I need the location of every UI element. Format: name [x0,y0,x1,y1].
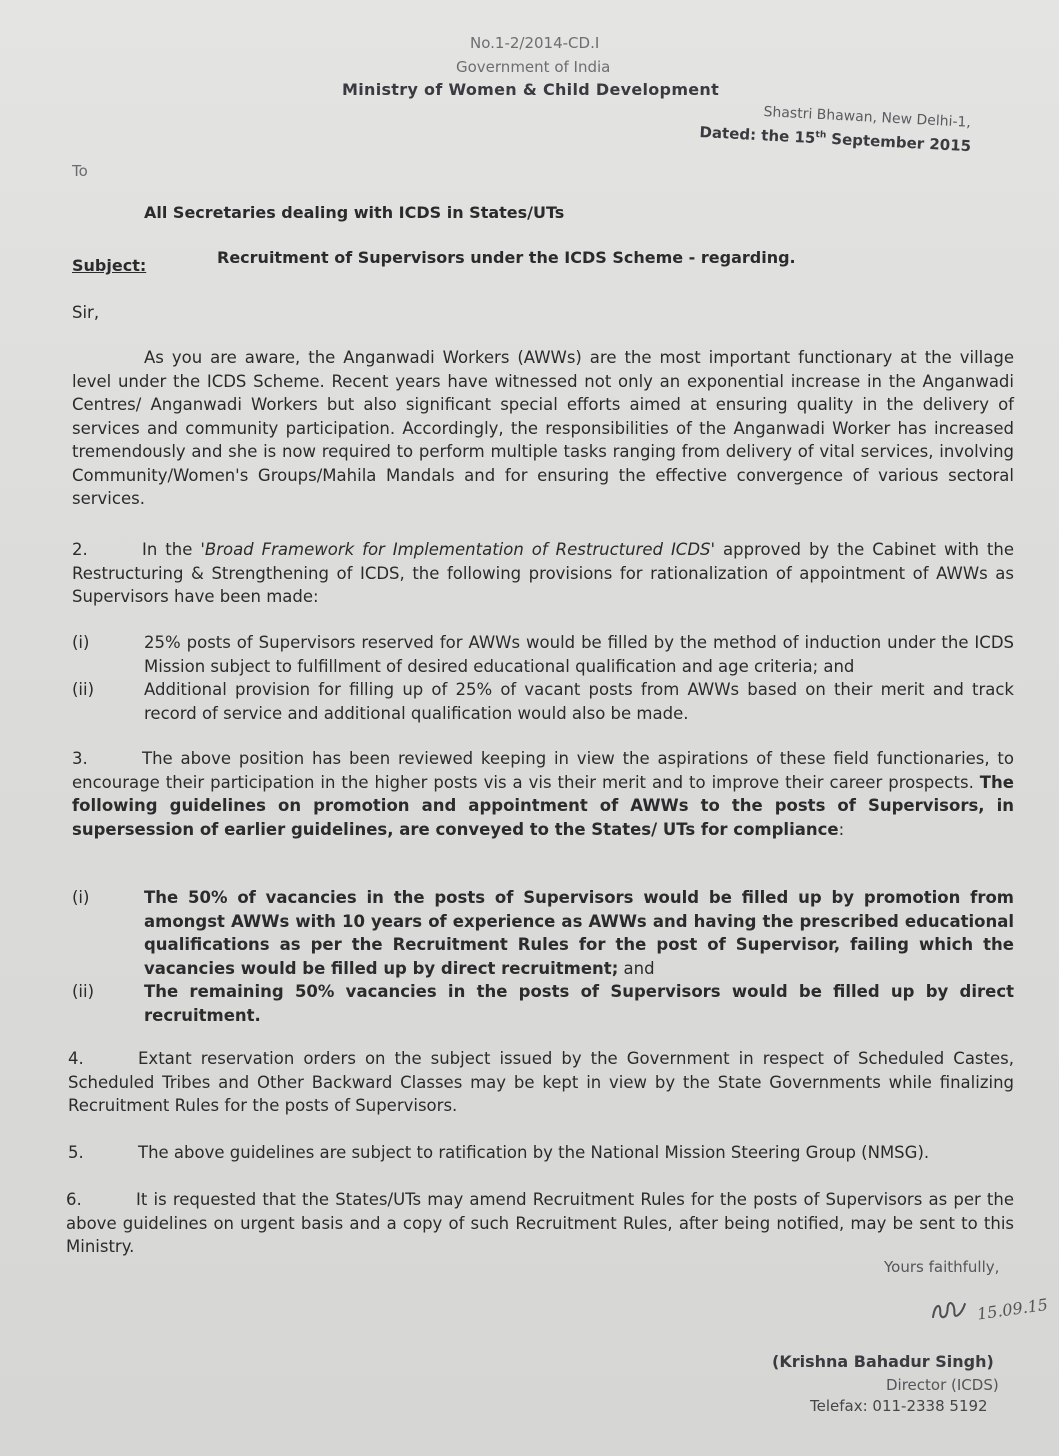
signatory-name: (Krishna Bahadur Singh) [772,1352,994,1371]
handwritten-signature: 15.09.15 [928,1284,1049,1331]
place-line: Shastri Bhawan, New Delhi-1, [763,104,972,131]
signatory-designation: Director (ICDS) [886,1376,999,1394]
paragraph-1: As you are aware, the Anganwadi Workers (AWWs) are the most important functionary at the village level under the ICDS Scheme. Recent years have witnessed not only an exponential increase in the Anganwadi Centres/ Anganwadi Workers but also significant special efforts aimed at ensuring quality in the delivery of services and community participation. Accordingly, the responsibilities of the Anganwadi Worker has increased tremendously and she is now required to perform multiple tasks ranging from delivery of vital services, involving Community/Women's Groups/Mahila Mandals and for ensuring the effective convergence of various sectoral services. [72,348,1014,508]
list-item: (i) The 50% of vacancies in the posts of Supervisors would be filled up by promotion from amongst AWWs with 10 years of experience as AWWs and having the prescribed educational qualifications as per the Recruitment Rules for the post of Supervisor, failing which the vacancies would be filled up by direct recruitment; and [72,888,1014,978]
closing: Yours faithfully, [884,1258,1000,1276]
subject-text: Recruitment of Supervisors under the ICDS Scheme - regarding. [217,248,796,267]
paragraph-4: 4. Extant reservation orders on the subject issued by the Government in respect of Scheduled Castes, Scheduled Tribes and Other Backward Classes may be kept in view by the State Governments while finalizing Recruitment Rules for the posts of Supervisors. [68,1049,1014,1115]
guidelines-list [72,886,1014,1027]
list-item: (i) 25% posts of Supervisors reserved for AWWs would be filled by the method of induction under the ICDS Mission subject to fulfillment of desired educational qualification and age criteria; and [72,633,1014,676]
date-line: Dated: the 15th September 2015 [699,123,972,156]
signature-scribble-icon [928,1295,971,1326]
paragraph-5: 5. The above guidelines are subject to ratification by the National Mission Steering Group (NMSG). [68,1143,930,1162]
paragraph-2: 2. In the 'Broad Framework for Implementation of Restructured ICDS' approved by the Cabinet with the Restructuring & Strengthening of ICDS, the following provisions for rationalization of appointment of AWWs as Supervisors have been made: [72,540,1014,606]
to-label: To [72,162,88,180]
subject-label: Subject: [72,256,147,275]
government-line: Government of India [456,58,611,76]
signatory-telefax: Telefax: 011-2338 5192 [810,1397,988,1415]
paragraph-3: 3. The above position has been reviewed keeping in view the aspirations of these field functionaries, to encourage their participation in the higher posts vis a vis their merit and to improve their career prospects. The following guidelines on promotion and appointment of AWWs to the posts of Supervisors, in supersession of earlier guidelines, are conveyed to the States/ UTs for compliance: [72,749,1014,839]
paragraph-6: 6. It is requested that the States/UTs may amend Recruitment Rules for the posts of Supervisors as per the above guidelines on urgent basis and a copy of such Recruitment Rules, after being notified, may be sent to this Ministry. [66,1190,1014,1256]
list-item: (ii) Additional provision for filling up of 25% of vacant posts from AWWs based on their merit and track record of service and additional qualification would also be made. [72,680,1014,723]
file-number: No.1-2/2014-CD.I [470,34,600,52]
salutation: Sir, [72,303,100,322]
addressee: All Secretaries dealing with ICDS in States/UTs [144,203,565,222]
ministry-name: Ministry of Women & Child Development [342,80,720,99]
list-item: (ii) The remaining 50% vacancies in the posts of Supervisors would be filled up by direct recruitment. [72,982,1014,1025]
provisions-list [72,631,1014,725]
